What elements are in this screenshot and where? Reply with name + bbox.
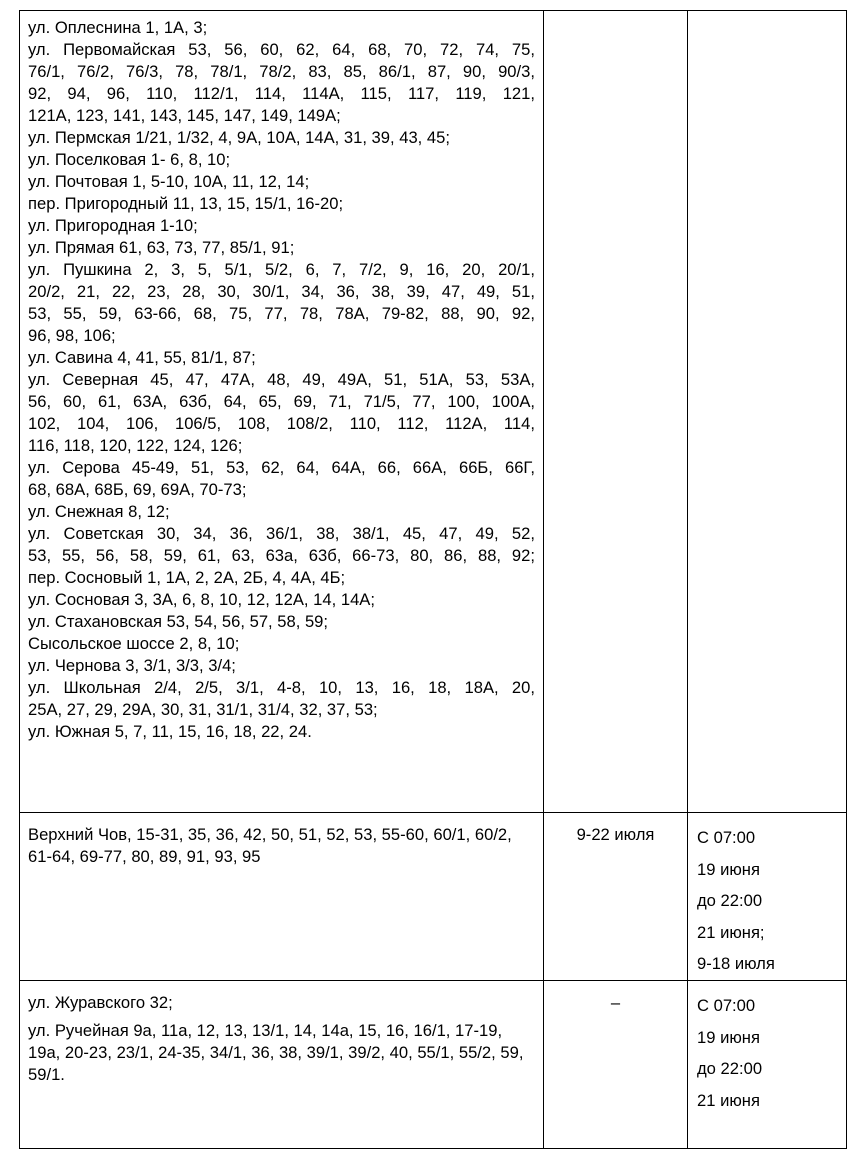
- street-line: 96, 98, 106;: [28, 326, 116, 345]
- time-line: 19 июня: [697, 1027, 760, 1047]
- street-line: 76/1, 76/2, 76/3, 78, 78/1, 78/2, 83, 85, 86/1, 87, 90, 90/3,: [28, 62, 535, 81]
- time-line: 21 июня: [697, 1090, 760, 1110]
- time-cell: [688, 11, 847, 813]
- streets-cell: [20, 813, 544, 981]
- date-text: 9-22 июля: [576, 825, 655, 844]
- street-list: [20, 11, 543, 743]
- street-line: 53, 55, 59, 63-66, 68, 75, 77, 78, 78А, 79-82, 88, 90, 92,: [28, 304, 535, 323]
- street-line: 56, 60, 61, 63А, 63б, 64, 65, 69, 71, 71/5, 77, 100, 100А,: [28, 392, 535, 411]
- dates-cell: [544, 11, 688, 813]
- time-line: С 07:00: [697, 996, 756, 1015]
- street-line: ул. Пермская 1/21, 1/32, 4, 9А, 10А, 14А, 31, 39, 43, 45;: [28, 128, 450, 147]
- street-text: ул. Журавского 32;: [28, 993, 173, 1012]
- street-line: ул. Прямая 61, 63, 73, 77, 85/1, 91;: [28, 238, 295, 257]
- street-line: ул. Почтовая 1, 5-10, 10А, 11, 12, 14;: [28, 172, 310, 191]
- street-line: ул. Серова 45-49, 51, 53, 62, 64, 64А, 66, 66А, 66Б, 66Г,: [28, 458, 535, 477]
- street-line: ул. Южная 5, 7, 11, 15, 16, 18, 22, 24.: [28, 722, 312, 741]
- street-line: ул. Поселковая 1- 6, 8, 10;: [28, 150, 231, 169]
- street-line: ул. Сосновая 3, 3А, 6, 8, 10, 12, 12А, 14, 14А;: [28, 590, 375, 609]
- street-line: ул. Советская 30, 34, 36, 36/1, 38, 38/1, 45, 47, 49, 52,: [28, 524, 535, 543]
- time-line: 21 июня;: [697, 922, 765, 942]
- time-list: [688, 813, 846, 980]
- street-line: 116, 118, 120, 122, 124, 126;: [28, 436, 243, 455]
- street-text-block: [20, 981, 543, 1086]
- table-row: [20, 11, 847, 813]
- street-line: пер. Пригородный 11, 13, 15, 15/1, 16-20;: [28, 194, 344, 213]
- street-line: 53, 55, 56, 58, 59, 61, 63, 63а, 63б, 66-73, 80, 86, 88, 92;: [28, 546, 535, 565]
- dates-cell: [544, 981, 688, 1149]
- time-list: [688, 11, 846, 20]
- table-row: [20, 813, 847, 981]
- street-line: ул. Школьная 2/4, 2/5, 3/1, 4-8, 10, 13, 16, 18, 18А, 20,: [28, 678, 535, 697]
- street-line: 121А, 123, 141, 143, 145, 147, 149, 149А;: [28, 106, 341, 125]
- date-text: –: [610, 993, 621, 1012]
- street-line: пер. Сосновый 1, 1А, 2, 2А, 2Б, 4, 4А, 4Б;: [28, 568, 346, 587]
- street-line: Сысольское шоссе 2, 8, 10;: [28, 634, 240, 653]
- time-line: 9-18 июля: [697, 954, 775, 973]
- time-list: [688, 981, 846, 1116]
- street-line: 102, 104, 106, 106/5, 108, 108/2, 110, 112, 112А, 114,: [28, 414, 535, 433]
- street-line: ул. Пушкина 2, 3, 5, 5/1, 5/2, 6, 7, 7/2, 9, 16, 20, 20/1,: [28, 260, 535, 279]
- street-text: Верхний Чов, 15-31, 35, 36, 42, 50, 51, 52, 53, 55-60, 60/1, 60/2, 61-64, 69-77, 80, 89, 91, 93, 95: [28, 825, 512, 866]
- street-line: ул. Стахановская 53, 54, 56, 57, 58, 59;: [28, 612, 329, 631]
- time-cell: [688, 981, 847, 1149]
- street-line: ул. Северная 45, 47, 47А, 48, 49, 49А, 51, 51А, 53, 53А,: [28, 370, 535, 389]
- table-row: [20, 981, 847, 1149]
- street-line: 25А, 27, 29, 29А, 30, 31, 31/1, 31/4, 32, 37, 53;: [28, 700, 378, 719]
- street-line: ул. Чернова 3, 3/1, 3/3, 3/4;: [28, 656, 236, 675]
- street-line: ул. Пригородная 1-10;: [28, 216, 198, 235]
- street-line: 68, 68А, 68Б, 69, 69А, 70-73;: [28, 480, 247, 499]
- date-text: [544, 11, 687, 22]
- outage-schedule-table: [19, 10, 847, 1149]
- time-line: С 07:00: [697, 828, 756, 847]
- street-line: 92, 94, 96, 110, 112/1, 114, 114А, 115, 117, 119, 121,: [28, 84, 535, 103]
- time-line: до 22:00: [697, 1059, 763, 1078]
- streets-cell: [20, 11, 544, 813]
- street-line: ул. Снежная 8, 12;: [28, 502, 170, 521]
- street-line: ул. Оплеснина 1, 1А, 3;: [28, 18, 208, 37]
- dates-cell: [544, 813, 688, 981]
- time-line: 19 июня: [697, 859, 760, 879]
- streets-cell: [20, 981, 544, 1149]
- street-line: ул. Савина 4, 41, 55, 81/1, 87;: [28, 348, 256, 367]
- time-cell: [688, 813, 847, 981]
- street-line: 20/2, 21, 22, 23, 28, 30, 30/1, 34, 36, 38, 39, 47, 49, 51,: [28, 282, 535, 301]
- time-line: до 22:00: [697, 891, 763, 910]
- street-text: ул. Ручейная 9а, 11а, 12, 13, 13/1, 14, 14а, 15, 16, 16/1, 17-19, 19а, 20-23, 23/1, 24-35, 34/1, 36, 38, 39/1, 39/2, 40, 55/1, 55/2, 59, 59/1.: [28, 1021, 524, 1084]
- street-line: ул. Первомайская 53, 56, 60, 62, 64, 68, 70, 72, 74, 75,: [28, 40, 535, 59]
